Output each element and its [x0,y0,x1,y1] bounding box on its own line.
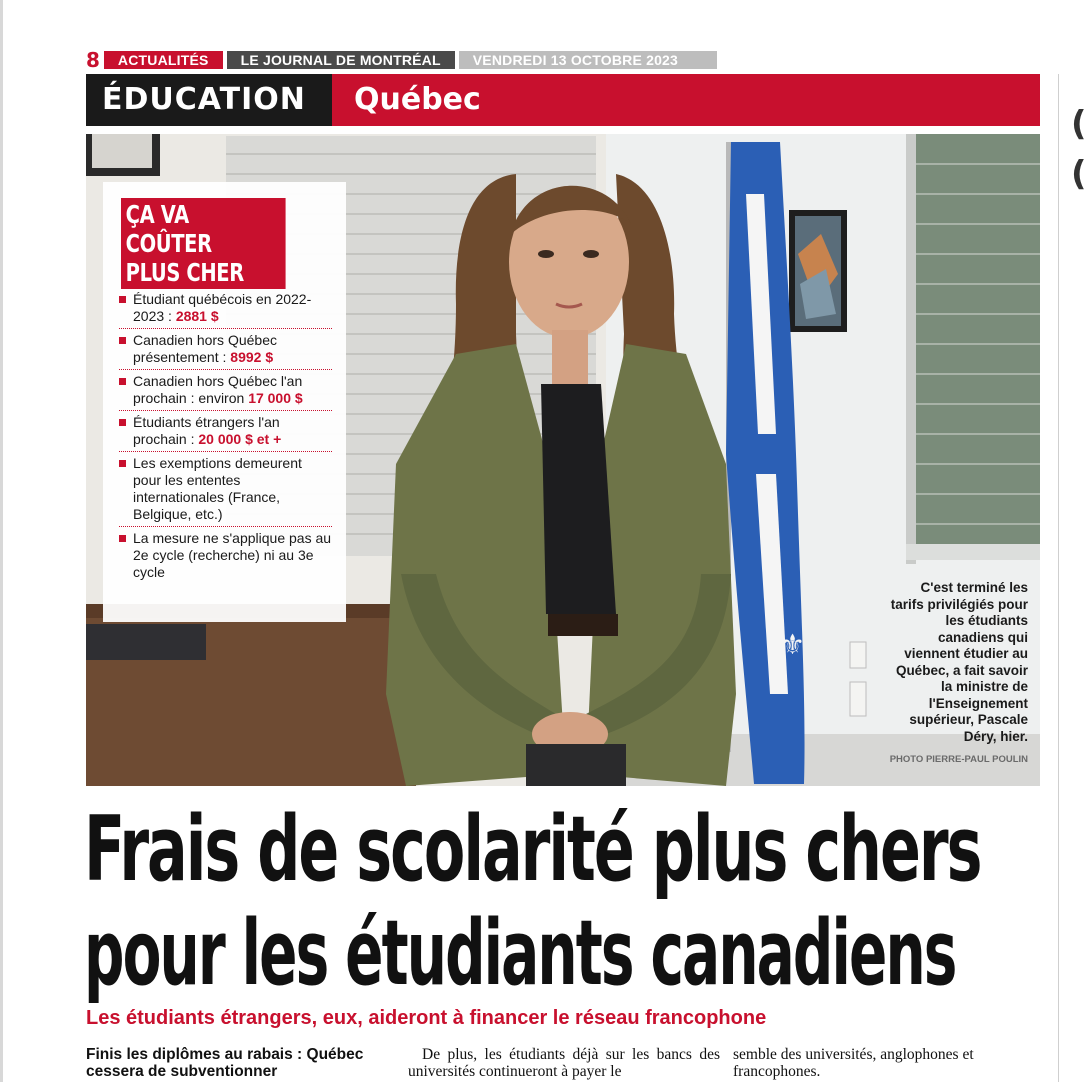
fact-box-title-line2: PLUS CHER [125,258,244,287]
subrubric-label: Québec [332,74,1040,126]
body-paragraph: De plus, les étudiants déjà sur les bancs des universités continueront à payer le [408,1046,720,1080]
section-banner [86,74,1040,126]
red-square-bullet-icon [119,419,126,426]
fact-item: La mesure ne s'applique pas au 2e cycle (recherche) ni au 3e cycle [119,530,332,584]
page-edge [0,0,3,1082]
fact-list [119,291,332,584]
article-headline [84,797,1044,1006]
photo-caption: C'est terminé les tarifs privilégiés pour les étudiants canadiens qui viennent étudier au Québec, a fait savoir la ministre de l'Enseignement supérieur, Pascale Déry, hier. [890,580,1028,744]
red-square-bullet-icon [119,460,126,467]
section-label: ACTUALITÉS [104,51,223,69]
page-number: 8 [86,48,100,72]
red-square-bullet-icon [119,535,126,542]
facing-page-edge [1058,74,1087,1082]
article-intro: Finis les diplômes au rabais : Québec cessera de subventionner [86,1046,364,1080]
publication-name: LE JOURNAL DE MONTRÉAL [227,51,455,69]
headline-line-1: Frais de scolarité plus chers [84,797,981,902]
fact-item: Étudiant québécois en 2022-2023 : 2881 $ [119,291,332,329]
fact-item: Étudiants étrangers l'an prochain : 20 000 $ et + [119,414,332,452]
headline-line-2: pour les étudiants canadiens [84,901,956,1006]
article-deck: Les étudiants étrangers, eux, aideront à financer le réseau francophone [86,1007,767,1029]
red-square-bullet-icon [119,296,126,303]
facing-page-glyph: ( [1071,104,1087,144]
issue-date: VENDREDI 13 OCTOBRE 2023 [459,51,717,69]
fact-box-title [121,198,286,289]
fact-box [103,182,346,622]
svg-text:⚜: ⚜ [780,628,806,661]
red-square-bullet-icon [119,337,126,344]
fact-item: Canadien hors Québec l'an prochain : environ 17 000 $ [119,373,332,411]
fact-item: Les exemptions demeurent pour les ententes internationales (France, Belgique, etc.) [119,455,332,527]
fact-box-title-line1: ÇA VA COÛTER [125,200,212,258]
body-column-2 [408,1046,720,1080]
page-header [86,50,717,70]
fact-item: Canadien hors Québec présentement : 8992 $ [119,332,332,370]
facing-page-glyph: ( [1071,154,1087,194]
photo-credit: PHOTO PIERRE-PAUL POULIN [889,754,1028,765]
body-column-3: semble des universités, anglophones et francophones. [733,1046,974,1080]
rubric-label: ÉDUCATION [86,74,332,126]
red-square-bullet-icon [119,378,126,385]
